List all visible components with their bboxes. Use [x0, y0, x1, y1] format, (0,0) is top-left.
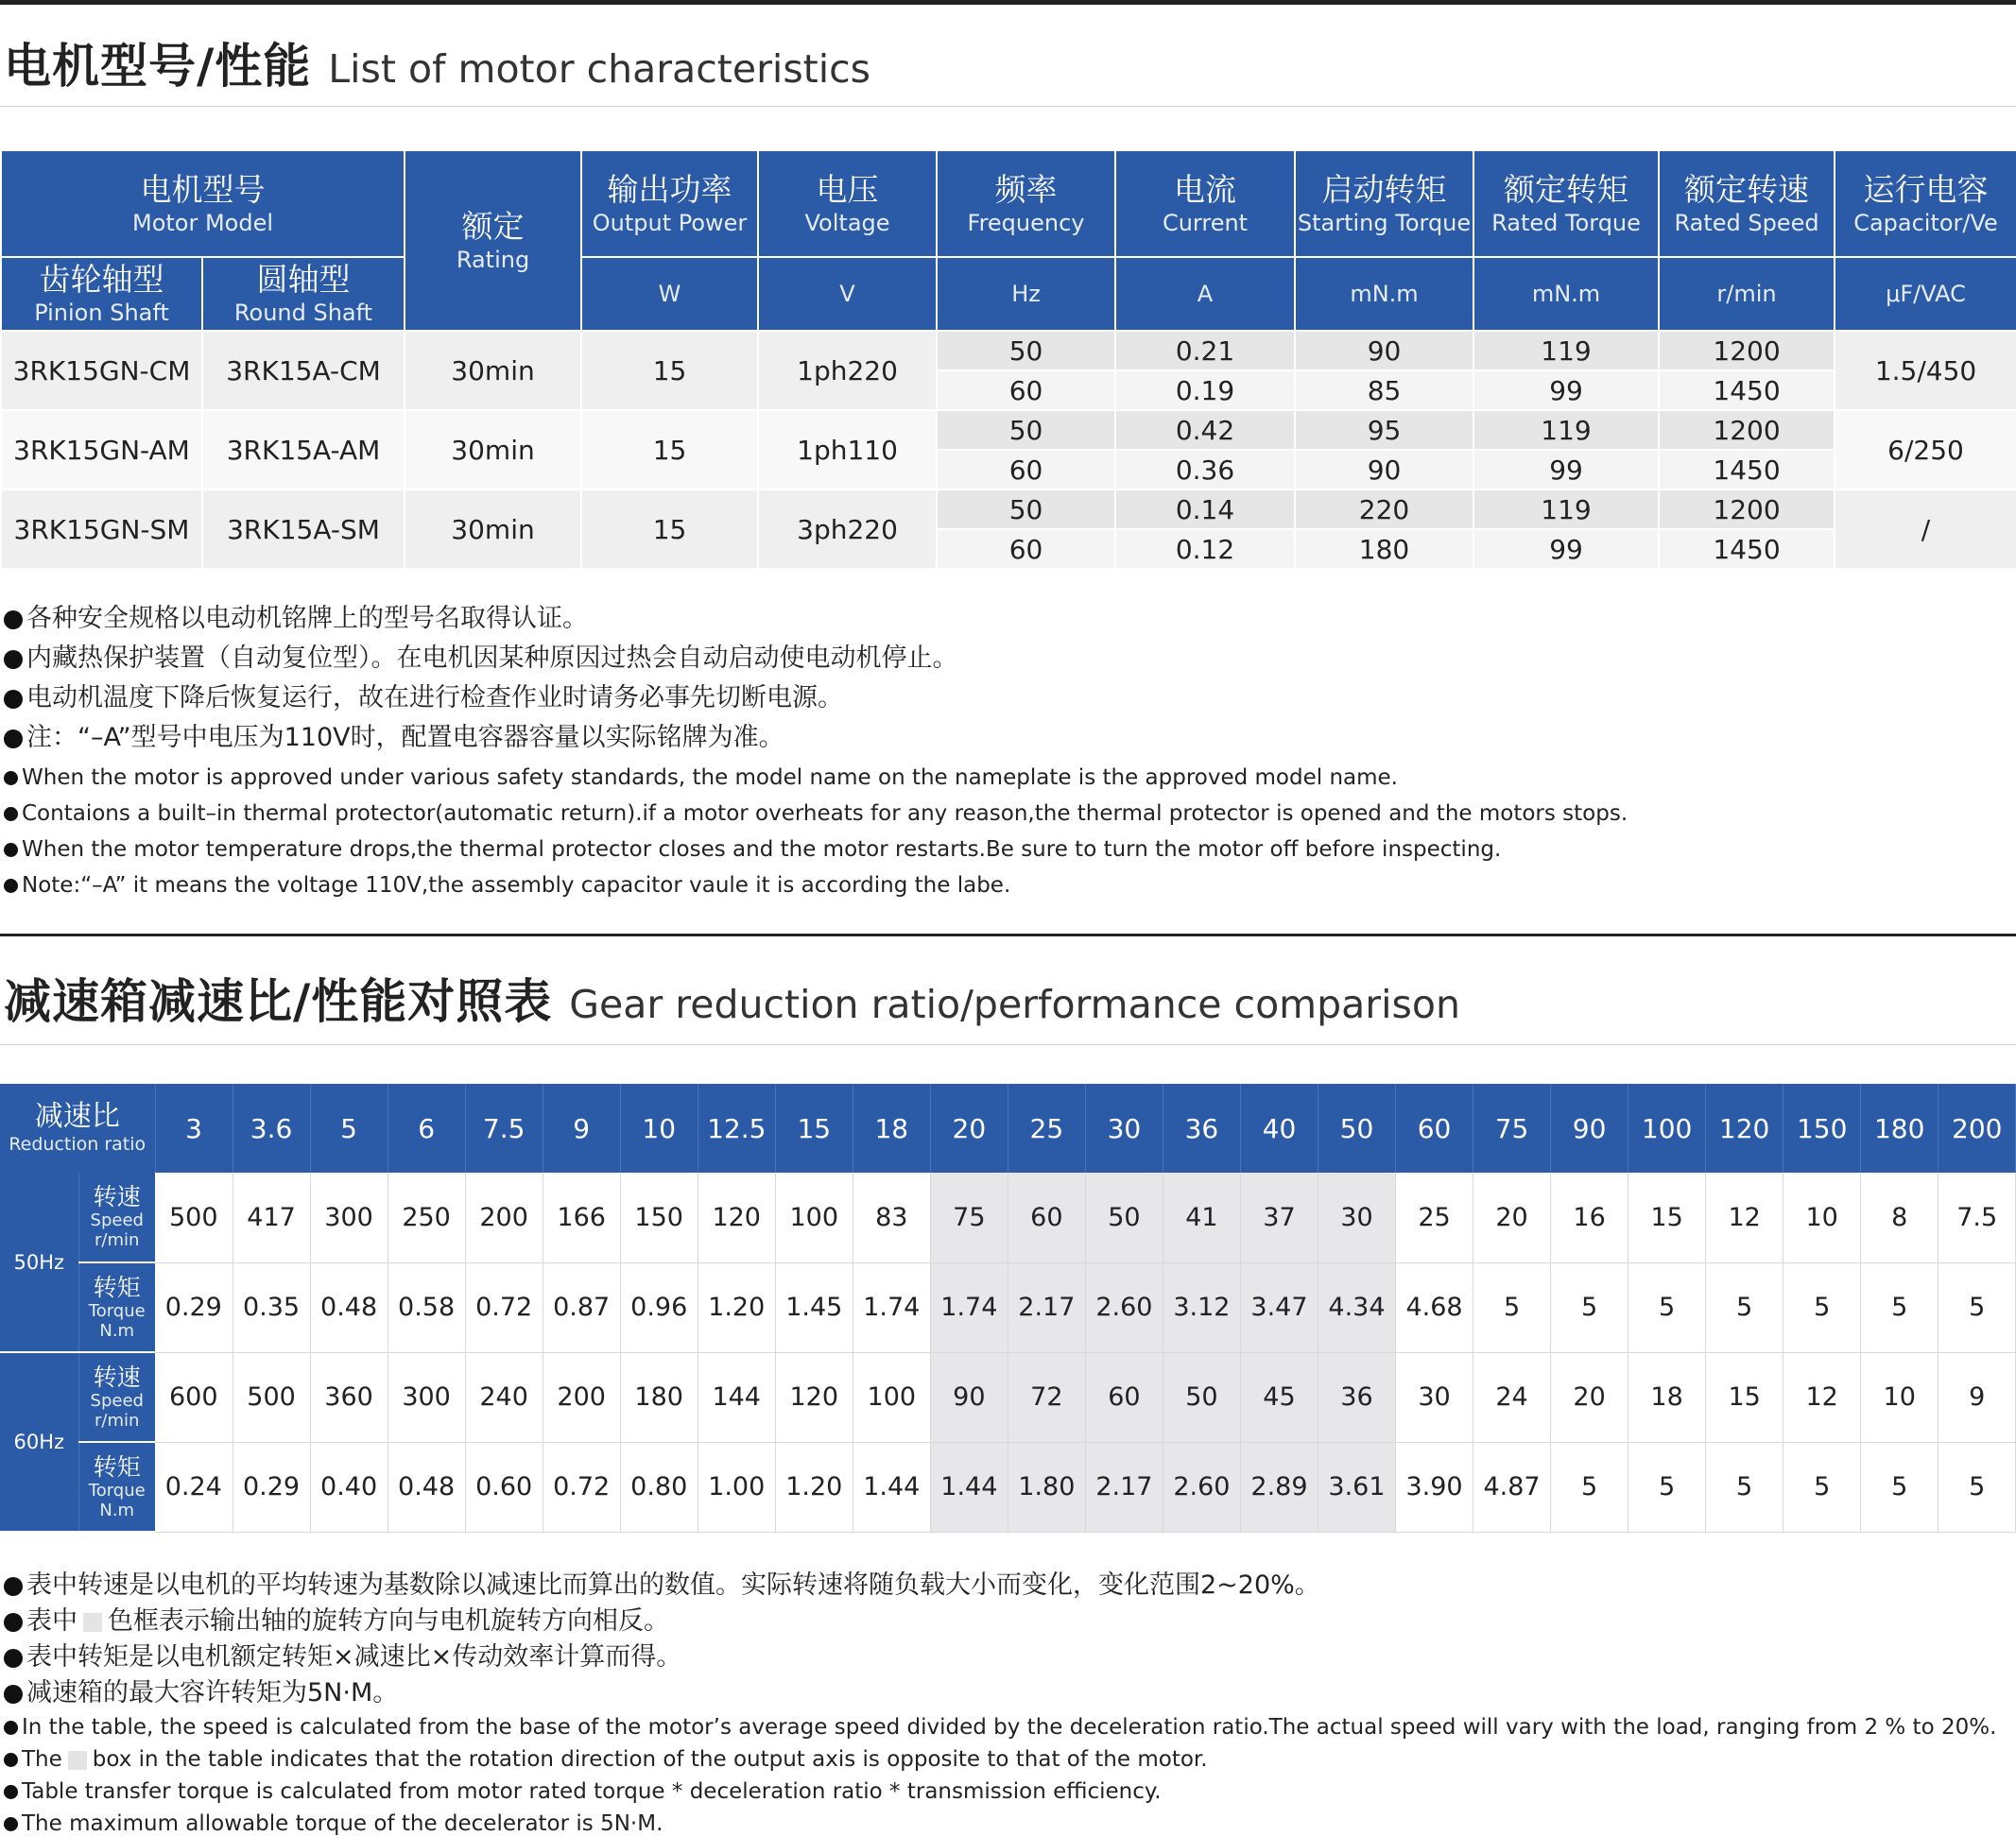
motor-row	[1, 331, 2016, 370]
capacitor-value: 6/250	[1835, 410, 2016, 489]
section1-title-en: List of motor characteristics	[328, 46, 871, 92]
note-text: 电动机温度下降后恢复运行，故在进行检查作业时请务必事先切断电源。	[26, 683, 843, 712]
speed-value: 150	[620, 1173, 698, 1262]
ratio-header: 6	[388, 1084, 465, 1173]
speed-value: 50	[1085, 1173, 1163, 1262]
speed-value: 25	[1396, 1173, 1473, 1262]
note-line	[4, 765, 1398, 790]
frequency-value: 60	[937, 370, 1115, 410]
reduction-ratio-header: 减速比 Reduction ratio	[0, 1084, 155, 1173]
speed-value: 18	[1628, 1352, 1706, 1442]
output-power-header: 输出功率 Output Power	[581, 150, 758, 257]
ratio-header: 15	[775, 1084, 853, 1173]
bullet-icon	[4, 729, 23, 748]
starting-torque-value: 220	[1295, 489, 1473, 529]
bullet-icon	[4, 1649, 23, 1668]
current-value: 0.21	[1115, 331, 1295, 370]
rated-speed-value: 1200	[1659, 410, 1835, 450]
rated-torque-value: 99	[1473, 529, 1659, 569]
rated-speed-header: 额定转速 Rated Speed	[1659, 150, 1835, 257]
rated-speed-value: 1200	[1659, 489, 1835, 529]
current-value: 0.42	[1115, 410, 1295, 450]
torque-value: 5	[1706, 1262, 1783, 1352]
torque-value: 2.89	[1240, 1442, 1318, 1532]
speed-value: 200	[465, 1173, 543, 1262]
power-unit: W	[581, 257, 758, 331]
ratio-header: 75	[1473, 1084, 1551, 1173]
rating-value: 30min	[405, 489, 581, 569]
speed-value: 10	[1783, 1173, 1861, 1262]
voltage-value: 1ph220	[758, 331, 937, 410]
section-divider	[0, 934, 2016, 936]
note-line	[4, 1600, 669, 1637]
note-text: 减速箱的最大容许转矩为5N·M。	[26, 1678, 399, 1707]
ratio-header: 180	[1861, 1084, 1938, 1173]
current-value: 0.12	[1115, 529, 1295, 569]
note-line	[4, 677, 843, 713]
note-text: box in the table indicates that the rotation direction of the output axis is opposite to that of the motor.	[92, 1747, 1208, 1772]
rated-torque-value: 119	[1473, 331, 1659, 370]
frequency-value: 50	[937, 331, 1115, 370]
rating-header: 额定 Rating	[405, 150, 581, 331]
speed-value: 250	[388, 1173, 465, 1262]
ratio-header: 36	[1163, 1084, 1240, 1173]
speed-value: 60	[1008, 1173, 1085, 1262]
starting-torque-value: 180	[1295, 529, 1473, 569]
speed-value: 360	[310, 1352, 388, 1442]
ratio-header: 12.5	[698, 1084, 775, 1173]
note-line	[4, 873, 1010, 898]
note-text: Note:“–A” it means the voltage 110V,the assembly capacitor vaule it is according the labe.	[22, 873, 1011, 898]
ratio-header: 50	[1318, 1084, 1395, 1173]
speed-value: 30	[1396, 1352, 1473, 1442]
speed-value: 144	[698, 1352, 775, 1442]
speed-value: 50	[1163, 1352, 1240, 1442]
bullet-icon	[4, 1785, 18, 1799]
ratio-header: 18	[853, 1084, 930, 1173]
starting-torque-unit: mN.m	[1295, 257, 1473, 331]
torque-value: 2.17	[1085, 1442, 1163, 1532]
torque-value: 0.87	[543, 1262, 620, 1352]
voltage-unit: V	[758, 257, 937, 331]
output-power-value: 15	[581, 410, 758, 489]
rating-value: 30min	[405, 410, 581, 489]
torque-value: 1.44	[853, 1442, 930, 1532]
round-shaft-header: 圆轴型 Round Shaft	[202, 257, 405, 331]
ratio-header: 7.5	[465, 1084, 543, 1173]
note-line	[4, 1715, 1996, 1740]
torque-value: 0.40	[310, 1442, 388, 1532]
starting-torque-value: 90	[1295, 450, 1473, 489]
speed-value: 37	[1240, 1173, 1318, 1262]
torque-value: 2.17	[1008, 1262, 1085, 1352]
frequency-unit: Hz	[937, 257, 1115, 331]
frequency-header: 频率 Frequency	[937, 150, 1115, 257]
note-text: 各种安全规格以电动机铭牌上的型号名取得认证。	[26, 604, 588, 633]
speed-value: 24	[1473, 1352, 1551, 1442]
torque-value: 0.72	[465, 1262, 543, 1352]
capacitor-value: /	[1835, 489, 2016, 569]
torque-value: 5	[1861, 1442, 1938, 1532]
speed-value: 600	[155, 1352, 233, 1442]
speed-value: 7.5	[1938, 1173, 2016, 1262]
rated-torque-value: 99	[1473, 450, 1659, 489]
torque-value: 0.35	[233, 1262, 310, 1352]
torque-value: 5	[1551, 1262, 1628, 1352]
section2-title	[4, 964, 1460, 1032]
rated-torque-value: 119	[1473, 410, 1659, 450]
current-value: 0.36	[1115, 450, 1295, 489]
speed-value: 72	[1008, 1352, 1085, 1442]
starting-torque-value: 95	[1295, 410, 1473, 450]
round-shaft-model: 3RK15A-AM	[202, 410, 405, 489]
torque-row	[0, 1442, 2016, 1532]
torque-value: 5	[1551, 1442, 1628, 1532]
frequency-value: 60	[937, 529, 1115, 569]
torque-value: 5	[1861, 1262, 1938, 1352]
ratio-header: 120	[1706, 1084, 1783, 1173]
speed-value: 500	[233, 1352, 310, 1442]
torque-value: 3.90	[1396, 1442, 1473, 1532]
rating-value: 30min	[405, 331, 581, 410]
torque-value: 0.29	[233, 1442, 310, 1532]
speed-label: 转速 Speed r/min	[78, 1173, 155, 1262]
speed-value: 20	[1551, 1352, 1628, 1442]
section1-divider	[0, 106, 2016, 107]
speed-value: 15	[1628, 1173, 1706, 1262]
bullet-icon	[4, 1753, 18, 1767]
section2-title-cn: 减速箱减速比/性能对照表	[4, 974, 553, 1029]
bullet-icon	[4, 650, 23, 669]
bullet-icon	[4, 1721, 18, 1735]
torque-value: 5	[1783, 1442, 1861, 1532]
speed-value: 90	[930, 1352, 1008, 1442]
torque-value: 1.20	[698, 1262, 775, 1352]
speed-row	[0, 1173, 2016, 1262]
speed-row	[0, 1352, 2016, 1442]
torque-value: 5	[1938, 1262, 2016, 1352]
note-text: When the motor temperature drops,the thermal protector closes and the motor restarts.Be sure to turn the motor off before inspecting.	[22, 837, 1502, 862]
starting-torque-value: 90	[1295, 331, 1473, 370]
torque-value: 0.24	[155, 1442, 233, 1532]
voltage-value: 1ph110	[758, 410, 937, 489]
note-line	[4, 801, 1628, 826]
note-text: Table transfer torque is calculated from motor rated torque * deceleration ratio * transmission efficiency.	[22, 1779, 1162, 1804]
frequency-value: 60	[937, 450, 1115, 489]
ratio-header: 5	[310, 1084, 388, 1173]
ratio-header: 9	[543, 1084, 620, 1173]
motor-model-header: 电机型号 Motor Model	[1, 150, 405, 257]
torque-value: 1.74	[853, 1262, 930, 1352]
ratio-header: 90	[1551, 1084, 1628, 1173]
torque-value: 5	[1783, 1262, 1861, 1352]
note-text: 内藏热保护装置（自动复位型）。在电机因某种原因过热会自动启动使电动机停止。	[26, 643, 958, 673]
bullet-icon	[4, 879, 18, 893]
ratio-header: 150	[1783, 1084, 1861, 1173]
ratio-header: 25	[1008, 1084, 1085, 1173]
frequency-label: 50Hz	[0, 1173, 78, 1352]
torque-value: 0.58	[388, 1262, 465, 1352]
torque-value: 2.60	[1085, 1262, 1163, 1352]
bullet-icon	[4, 1685, 23, 1704]
torque-value: 5	[1706, 1442, 1783, 1532]
bullet-icon	[4, 1817, 18, 1831]
ratio-header: 20	[930, 1084, 1008, 1173]
torque-value: 0.48	[310, 1262, 388, 1352]
torque-value: 0.72	[543, 1442, 620, 1532]
torque-value: 5	[1938, 1442, 2016, 1532]
note-line	[4, 837, 1501, 862]
section1-title	[4, 28, 870, 96]
torque-label: 转矩 Torque N.m	[78, 1262, 155, 1352]
note-text: 色框表示输出轴的旋转方向与电机旋转方向相反。	[108, 1606, 669, 1636]
note-text: 表中转矩是以电机额定转矩×减速比×传动效率计算而得。	[26, 1642, 682, 1672]
rated-torque-value: 119	[1473, 489, 1659, 529]
speed-value: 12	[1706, 1173, 1783, 1262]
current-unit: A	[1115, 257, 1295, 331]
speed-value: 200	[543, 1352, 620, 1442]
speed-value: 30	[1318, 1173, 1395, 1262]
pinion-shaft-model: 3RK15GN-AM	[1, 410, 202, 489]
rated-torque-value: 99	[1473, 370, 1659, 410]
torque-value: 2.60	[1163, 1442, 1240, 1532]
torque-value: 1.80	[1008, 1442, 1085, 1532]
rated-speed-value: 1450	[1659, 529, 1835, 569]
note-line	[4, 1564, 1320, 1601]
note-line	[4, 1779, 1162, 1804]
rated-speed-value: 1200	[1659, 331, 1835, 370]
note-line	[4, 597, 588, 634]
speed-value: 83	[853, 1173, 930, 1262]
speed-value: 166	[543, 1173, 620, 1262]
note-line	[4, 716, 784, 753]
speed-value: 500	[155, 1173, 233, 1262]
speed-value: 120	[775, 1352, 853, 1442]
starting-torque-value: 85	[1295, 370, 1473, 410]
note-text: The maximum allowable torque of the decelerator is 5N·M.	[22, 1811, 663, 1836]
pinion-shaft-model: 3RK15GN-CM	[1, 331, 202, 410]
speed-value: 20	[1473, 1173, 1551, 1262]
torque-value: 4.68	[1396, 1262, 1473, 1352]
bullet-icon	[4, 1577, 23, 1596]
torque-value: 0.29	[155, 1262, 233, 1352]
torque-value: 3.61	[1318, 1442, 1395, 1532]
speed-value: 9	[1938, 1352, 2016, 1442]
speed-label: 转速 Speed r/min	[78, 1352, 155, 1442]
bullet-icon	[4, 807, 18, 821]
note-line	[4, 1636, 681, 1673]
ratio-header: 60	[1396, 1084, 1473, 1173]
torque-value: 1.74	[930, 1262, 1008, 1352]
output-power-value: 15	[581, 489, 758, 569]
pinion-shaft-header: 齿轮轴型 Pinion Shaft	[1, 257, 202, 331]
torque-value: 0.96	[620, 1262, 698, 1352]
section2-divider	[0, 1044, 2016, 1045]
speed-value: 60	[1085, 1352, 1163, 1442]
ratio-header: 10	[620, 1084, 698, 1173]
speed-value: 41	[1163, 1173, 1240, 1262]
torque-row	[0, 1262, 2016, 1352]
bullet-icon	[4, 610, 23, 629]
note-text: When the motor is approved under various safety standards, the model name on the nameplate is the approved model name.	[22, 765, 1398, 790]
starting-torque-header: 启动转矩 Starting Torque	[1295, 150, 1473, 257]
note-line	[4, 637, 958, 674]
speed-value: 100	[775, 1173, 853, 1262]
speed-value: 16	[1551, 1173, 1628, 1262]
torque-value: 1.45	[775, 1262, 853, 1352]
torque-value: 0.48	[388, 1442, 465, 1532]
speed-value: 15	[1706, 1352, 1783, 1442]
torque-value: 3.12	[1163, 1262, 1240, 1352]
speed-value: 120	[698, 1173, 775, 1262]
shaded-box-swatch	[83, 1613, 102, 1632]
speed-value: 36	[1318, 1352, 1395, 1442]
note-line	[4, 1811, 663, 1836]
note-text: 表中	[26, 1606, 78, 1636]
ratio-header: 30	[1085, 1084, 1163, 1173]
top-rule	[0, 0, 2016, 5]
torque-value: 0.60	[465, 1442, 543, 1532]
speed-value: 180	[620, 1352, 698, 1442]
ratio-header: 3	[155, 1084, 233, 1173]
pinion-shaft-model: 3RK15GN-SM	[1, 489, 202, 569]
speed-value: 12	[1783, 1352, 1861, 1442]
gear-reduction-table	[0, 1084, 2016, 1533]
shaded-box-swatch	[68, 1751, 87, 1770]
torque-value: 4.87	[1473, 1442, 1551, 1532]
speed-value: 417	[233, 1173, 310, 1262]
note-text: In the table, the speed is calculated from the base of the motor’s average speed divided by the deceleration ratio.The actual speed will vary with the load, ranging from 2 % to 20%.	[22, 1715, 1997, 1740]
ratio-header: 3.6	[233, 1084, 310, 1173]
note-text: 表中转速是以电机的平均转速为基数除以减速比而算出的数值。实际转速将随负载大小而变化，变化范围2~20%。	[26, 1570, 1320, 1600]
round-shaft-model: 3RK15A-CM	[202, 331, 405, 410]
rated-speed-value: 1450	[1659, 370, 1835, 410]
note-text: The	[22, 1747, 62, 1772]
torque-value: 0.80	[620, 1442, 698, 1532]
speed-value: 100	[853, 1352, 930, 1442]
ratio-header: 40	[1240, 1084, 1318, 1173]
speed-value: 75	[930, 1173, 1008, 1262]
capacitor-header: 运行电容 Capacitor/Ve	[1835, 150, 2016, 257]
bullet-icon	[4, 771, 18, 785]
torque-value: 1.44	[930, 1442, 1008, 1532]
rated-speed-unit: r/min	[1659, 257, 1835, 331]
torque-value: 4.34	[1318, 1262, 1395, 1352]
rated-torque-unit: mN.m	[1473, 257, 1659, 331]
capacitor-value: 1.5/450	[1835, 331, 2016, 410]
rated-speed-value: 1450	[1659, 450, 1835, 489]
motor-characteristics-table	[0, 149, 2016, 570]
capacitor-unit: μF/VAC	[1835, 257, 2016, 331]
speed-value: 240	[465, 1352, 543, 1442]
torque-value: 5	[1628, 1262, 1706, 1352]
round-shaft-model: 3RK15A-SM	[202, 489, 405, 569]
section2-title-en: Gear reduction ratio/performance comparison	[569, 982, 1460, 1027]
voltage-header: 电压 Voltage	[758, 150, 937, 257]
torque-value: 3.47	[1240, 1262, 1318, 1352]
rated-torque-header: 额定转矩 Rated Torque	[1473, 150, 1659, 257]
bullet-icon	[4, 690, 23, 709]
output-power-value: 15	[581, 331, 758, 410]
current-value: 0.14	[1115, 489, 1295, 529]
speed-value: 300	[388, 1352, 465, 1442]
torque-label: 转矩 Torque N.m	[78, 1442, 155, 1532]
bullet-icon	[4, 1613, 23, 1632]
frequency-value: 50	[937, 410, 1115, 450]
torque-value: 5	[1628, 1442, 1706, 1532]
speed-value: 300	[310, 1173, 388, 1262]
note-text: Contaions a built–in thermal protector(automatic return).if a motor overheats for any reason,the thermal protector is opened and the motors stops.	[22, 801, 1628, 826]
note-text: 注：“–A”型号中电压为110V时，配置电容器容量以实际铭牌为准。	[26, 723, 784, 752]
note-line	[4, 1672, 398, 1708]
current-header: 电流 Current	[1115, 150, 1295, 257]
ratio-header: 100	[1628, 1084, 1706, 1173]
frequency-label: 60Hz	[0, 1352, 78, 1532]
torque-value: 1.00	[698, 1442, 775, 1532]
speed-value: 10	[1861, 1352, 1938, 1442]
voltage-value: 3ph220	[758, 489, 937, 569]
current-value: 0.19	[1115, 370, 1295, 410]
speed-value: 45	[1240, 1352, 1318, 1442]
bullet-icon	[4, 843, 18, 857]
torque-value: 5	[1473, 1262, 1551, 1352]
motor-row	[1, 489, 2016, 529]
ratio-header: 200	[1938, 1084, 2016, 1173]
speed-value: 8	[1861, 1173, 1938, 1262]
torque-value: 1.20	[775, 1442, 853, 1532]
note-line	[4, 1747, 1208, 1772]
section1-title-cn: 电机型号/性能	[4, 39, 312, 94]
motor-row	[1, 410, 2016, 450]
frequency-value: 50	[937, 489, 1115, 529]
